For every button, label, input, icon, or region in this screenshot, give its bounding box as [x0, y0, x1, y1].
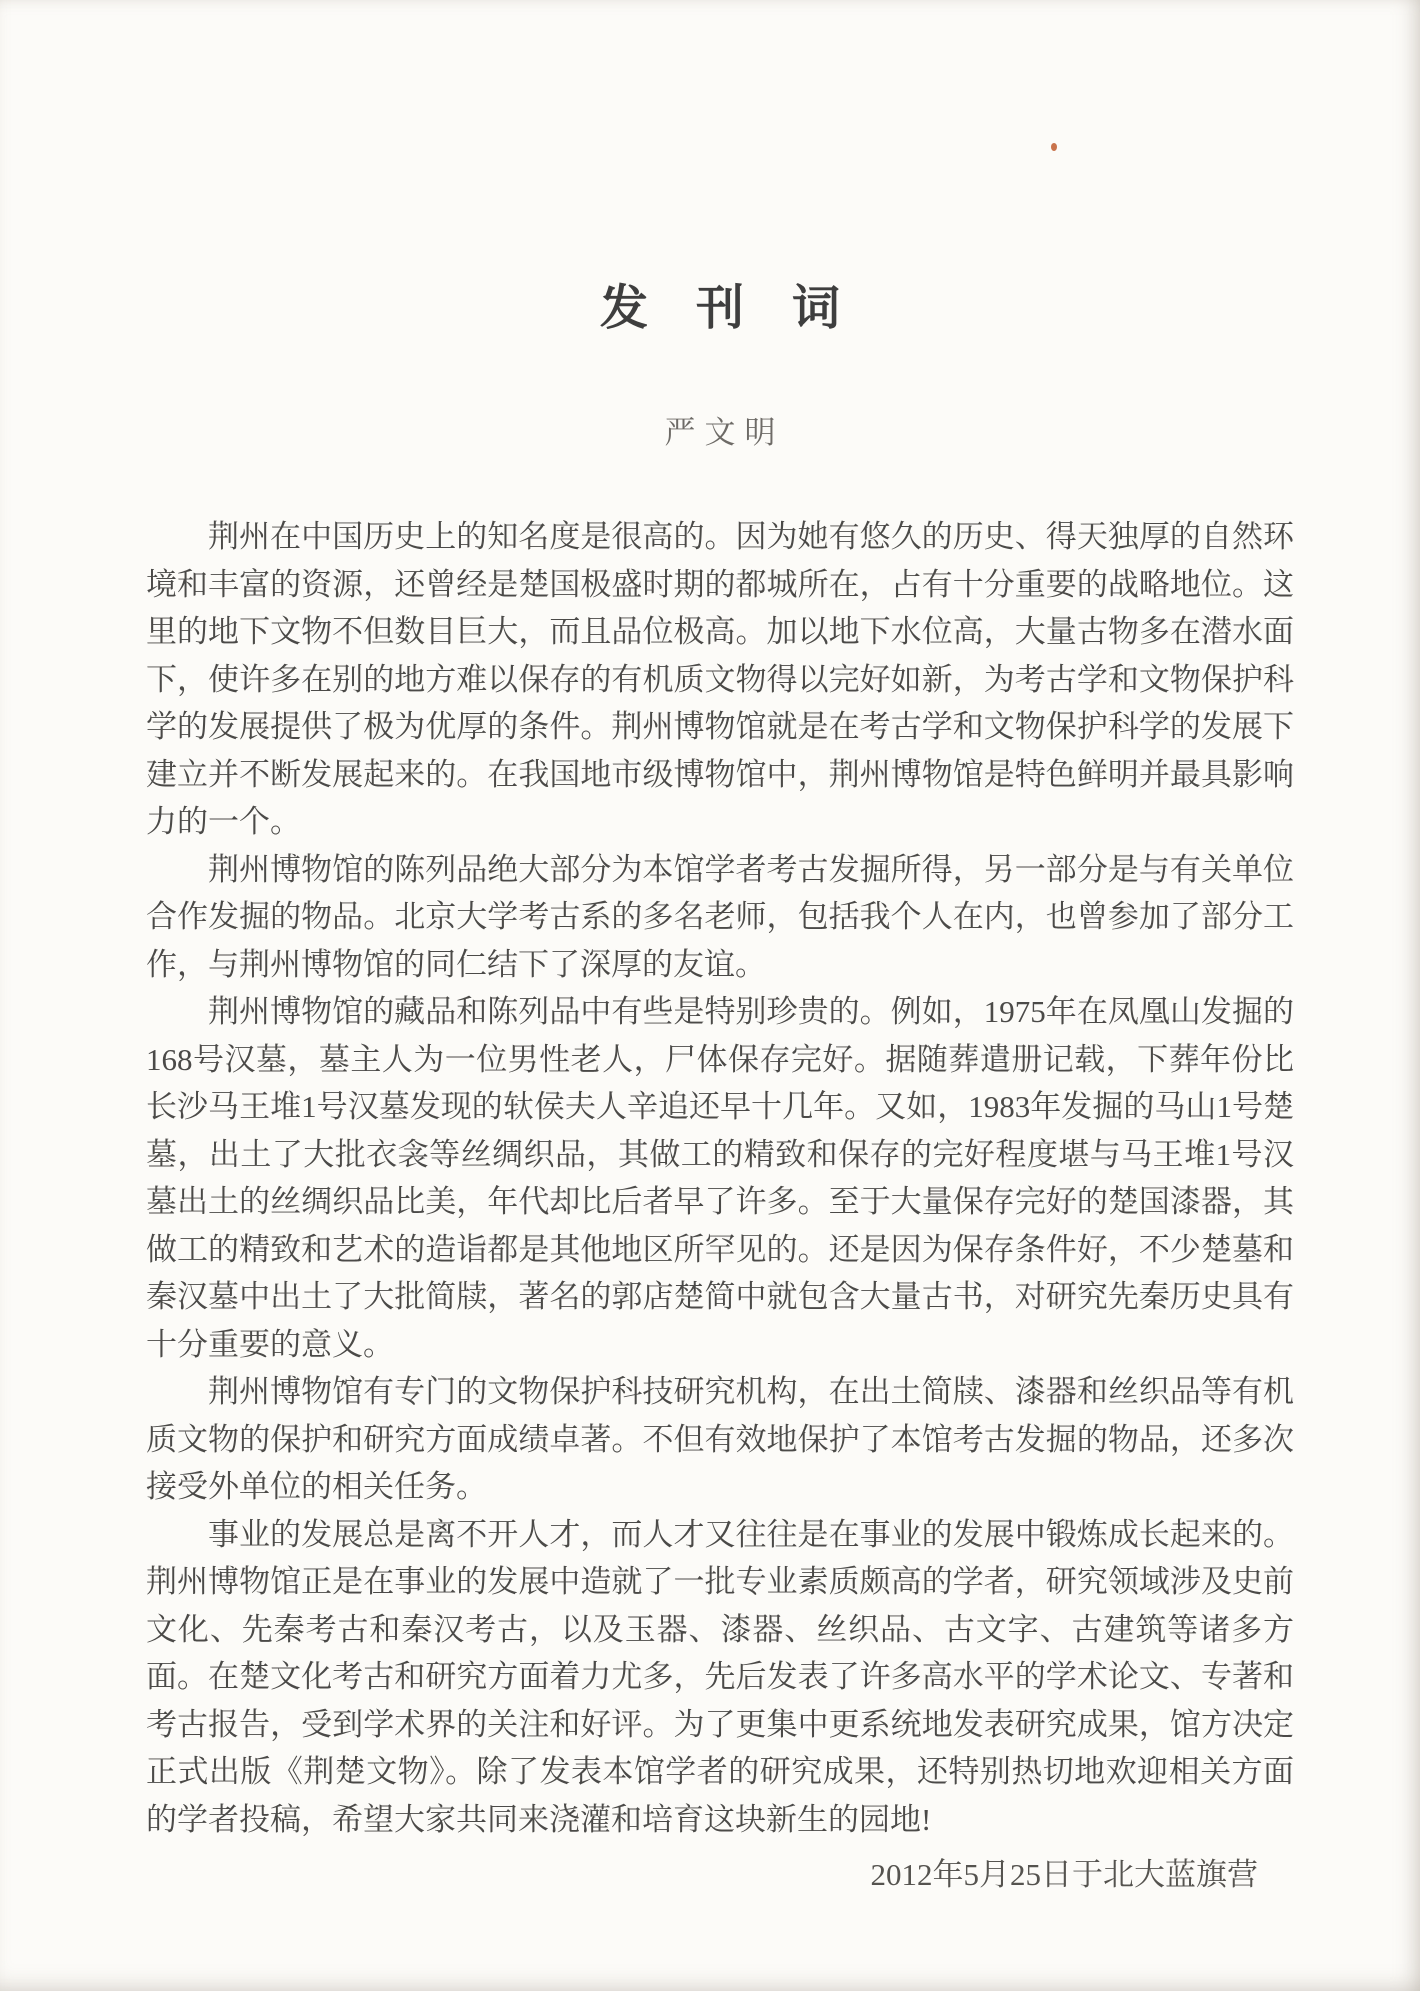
author-name: 严文明: [664, 415, 785, 450]
dateline: 2012年5月25日于北大蓝旗营: [870, 1857, 1258, 1892]
paragraph: 荆州博物馆的陈列品绝大部分为本馆学者考古发掘所得，另一部分是与有关单位合作发掘的物品。北京大学考古系的多名老师，包括我个人在内，也曾参加了部分工作，与荆州博物馆的同仁结下了深厚的友谊。: [146, 851, 1294, 982]
page-title: 发 刊 词: [599, 282, 840, 335]
page-content: [146, 283, 1294, 1899]
paragraph: 事业的发展总是离不开人才，而人才又往往是在事业的发展中锻炼成长起来的。荆州博物馆正是在事业的发展中造就了一批专业素质颇高的学者，研究领域涉及史前文化、先秦考古和秦汉考古，以及玉器、漆器、丝织品、古文字、古建筑等诸多方面。在楚文化考古和研究方面着力尤多，先后发表了许多高水平的学术论文、专著和考古报告，受到学术界的关注和好评。为了更集中更系统地发表研究成果，馆方决定正式出版《荆楚文物》。除了发表本馆学者的研究成果，还特别热切地欢迎相关方面的学者投稿，希望大家共同来浇灌和培育这块新生的园地!: [146, 1516, 1294, 1837]
paragraph: 荆州博物馆的藏品和陈列品中有些是特别珍贵的。例如，1975年在凤凰山发掘的168号汉墓，墓主人为一位男性老人，尸体保存完好。据随葬遣册记载，下葬年份比长沙马王堆1号汉墓发现的轪侯夫人辛追还早十几年。又如，1983年发掘的马山1号楚墓，出土了大批衣衾等丝绸织品，其做工的精致和保存的完好程度堪与马王堆1号汉墓出土的丝绸织品比美，年代却比后者早了许多。至于大量保存完好的楚国漆器，其做工的精致和艺术的造诣都是其他地区所罕见的。还是因为保存条件好，不少楚墓和秦汉墓中出土了大批简牍，著名的郭店楚简中就包含大量古书，对研究先秦历史具有十分重要的意义。: [146, 994, 1294, 1362]
paragraph: 荆州在中国历史上的知名度是很高的。因为她有悠久的历史、得天独厚的自然环境和丰富的资源，还曾经是楚国极盛时期的都城所在，占有十分重要的战略地位。这里的地下文物不但数目巨大，而且品位极高。加以地下水位高，大量古物多在潜水面下，使许多在别的地方难以保存的有机质文物得以完好如新，为考古学和文物保护科学的发展提供了极为优厚的条件。荆州博物馆就是在考古学和文物保护科学的发展下建立并不断发展起来的。在我国地市级博物馆中，荆州博物馆是特色鲜明并最具影响力的一个。: [146, 519, 1294, 839]
body-text: [146, 513, 1294, 1843]
paragraph: 荆州博物馆有专门的文物保护科技研究机构，在出土简牍、漆器和丝织品等有机质文物的保护和研究方面成绩卓著。不但有效地保护了本馆考古发掘的物品，还多次接受外单位的相关任务。: [146, 1374, 1294, 1504]
scan-artifact-dot: [1051, 143, 1057, 151]
